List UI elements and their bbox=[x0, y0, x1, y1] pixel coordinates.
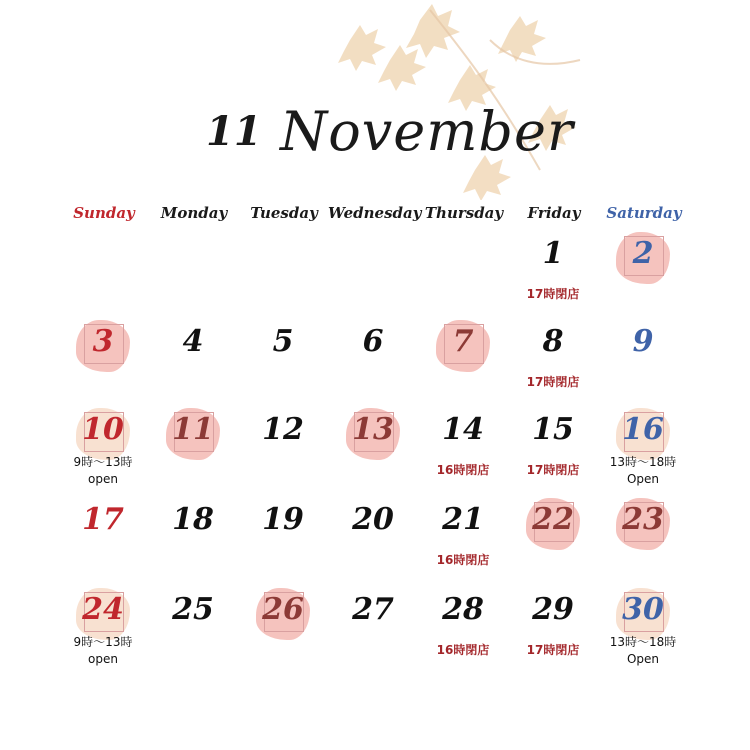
month-number: 11 bbox=[206, 108, 262, 155]
day-number: 30 bbox=[622, 592, 664, 627]
closing-time-note: 17時閉店 bbox=[526, 463, 580, 477]
day-cell-7 bbox=[418, 316, 508, 406]
day-number: 23 bbox=[622, 502, 664, 537]
day-cell-28 bbox=[418, 584, 508, 674]
day-cell-13 bbox=[328, 404, 418, 494]
day-cell-11 bbox=[148, 404, 238, 494]
day-cell-14 bbox=[418, 404, 508, 494]
closing-time-note: 17時閉店 bbox=[526, 287, 580, 301]
day-cell-6 bbox=[328, 316, 418, 406]
day-cell-26 bbox=[238, 584, 328, 674]
day-number: 15 bbox=[532, 412, 574, 447]
day-number: 19 bbox=[262, 502, 304, 537]
day-number: 1 bbox=[542, 236, 564, 271]
weekday-tuesday: Tuesday bbox=[250, 204, 318, 222]
day-number: 16 bbox=[622, 412, 664, 447]
open-label: Open bbox=[626, 652, 660, 666]
day-number: 3 bbox=[92, 324, 114, 359]
day-cell-25 bbox=[148, 584, 238, 674]
day-cell-2 bbox=[598, 228, 688, 318]
day-number: 12 bbox=[262, 412, 304, 447]
open-label: Open bbox=[626, 472, 660, 486]
day-number: 13 bbox=[352, 412, 394, 447]
closing-time-note: 16時閉店 bbox=[436, 553, 490, 567]
day-number: 14 bbox=[442, 412, 484, 447]
day-cell-8 bbox=[508, 316, 598, 406]
day-cell-4 bbox=[148, 316, 238, 406]
weekday-thursday: Thursday bbox=[424, 204, 504, 222]
closing-time-note: 16時閉店 bbox=[436, 643, 490, 657]
open-label: open bbox=[88, 472, 118, 486]
day-cell-12 bbox=[238, 404, 328, 494]
day-number: 29 bbox=[532, 592, 574, 627]
day-number: 20 bbox=[352, 502, 394, 537]
day-cell-18 bbox=[148, 494, 238, 584]
day-cell-29 bbox=[508, 584, 598, 674]
month-name: November bbox=[280, 100, 574, 163]
day-number: 7 bbox=[452, 324, 474, 359]
day-number: 6 bbox=[362, 324, 384, 359]
day-number: 18 bbox=[172, 502, 214, 537]
day-cell-15 bbox=[508, 404, 598, 494]
day-cell-1 bbox=[508, 228, 598, 318]
day-cell-10 bbox=[58, 404, 148, 494]
weekday-saturday: Saturday bbox=[606, 204, 682, 222]
day-cell-30 bbox=[598, 584, 688, 674]
day-cell-24 bbox=[58, 584, 148, 674]
day-cell-21 bbox=[418, 494, 508, 584]
day-cell-5 bbox=[238, 316, 328, 406]
closing-time-note: 16時閉店 bbox=[436, 463, 490, 477]
day-cell-9 bbox=[598, 316, 688, 406]
day-number: 28 bbox=[442, 592, 484, 627]
day-cell-20 bbox=[328, 494, 418, 584]
closing-time-note: 17時閉店 bbox=[526, 643, 580, 657]
day-number: 22 bbox=[532, 502, 574, 537]
day-number: 24 bbox=[82, 592, 124, 627]
day-cell-17 bbox=[58, 494, 148, 584]
open-label: open bbox=[88, 652, 118, 666]
day-number: 4 bbox=[182, 324, 204, 359]
day-cell-23 bbox=[598, 494, 688, 584]
day-number: 26 bbox=[262, 592, 304, 627]
weekday-wednesday: Wednesday bbox=[328, 204, 422, 222]
day-number: 27 bbox=[352, 592, 394, 627]
weekday-friday: Friday bbox=[527, 204, 581, 222]
day-number: 10 bbox=[82, 412, 124, 447]
day-number: 9 bbox=[632, 324, 654, 359]
day-number: 25 bbox=[172, 592, 214, 627]
day-cell-22 bbox=[508, 494, 598, 584]
closing-time-note: 17時閉店 bbox=[526, 375, 580, 389]
open-hours-note: 13時〜18時 bbox=[609, 455, 677, 469]
day-number: 8 bbox=[542, 324, 564, 359]
day-cell-3 bbox=[58, 316, 148, 406]
weekday-monday: Monday bbox=[160, 204, 228, 222]
open-hours-note: 9時〜13時 bbox=[73, 455, 133, 469]
open-hours-note: 9時〜13時 bbox=[73, 635, 133, 649]
day-number: 21 bbox=[442, 502, 484, 537]
open-hours-note: 13時〜18時 bbox=[609, 635, 677, 649]
weekday-sunday: Sunday bbox=[73, 204, 135, 222]
day-cell-16 bbox=[598, 404, 688, 494]
day-cell-19 bbox=[238, 494, 328, 584]
day-number: 2 bbox=[632, 236, 654, 271]
day-number: 5 bbox=[272, 324, 294, 359]
day-number: 11 bbox=[172, 412, 214, 447]
day-number: 17 bbox=[82, 502, 124, 537]
day-cell-27 bbox=[328, 584, 418, 674]
